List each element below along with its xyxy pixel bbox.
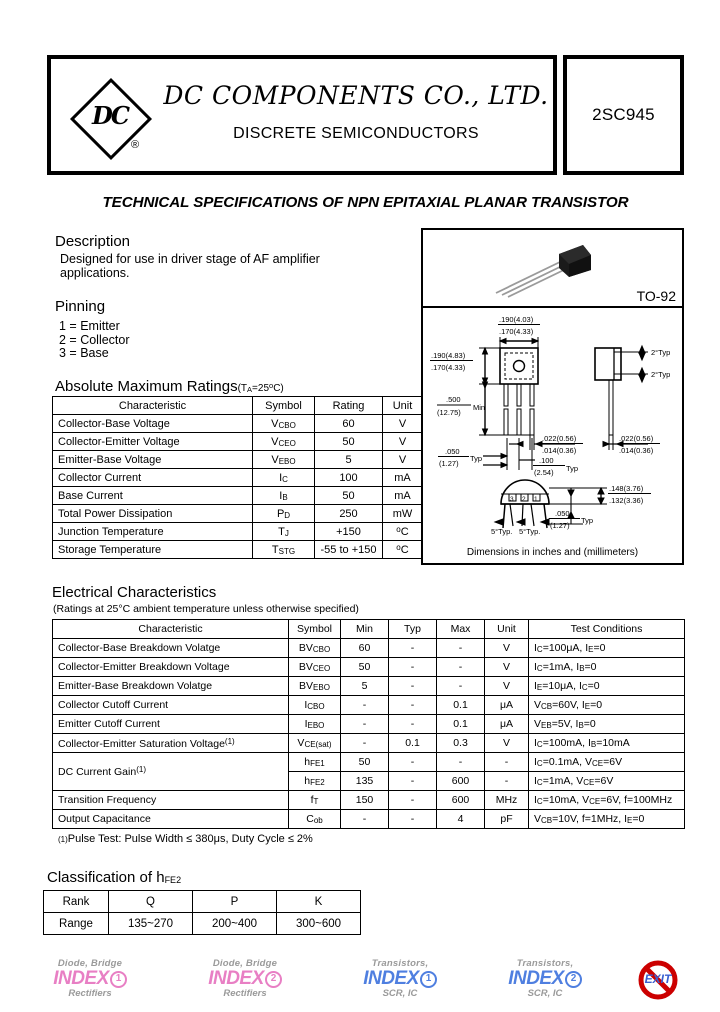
cell-symbol: fT	[289, 791, 341, 810]
cell-min: 50	[341, 753, 389, 772]
dim-pitch-top: .100	[539, 456, 554, 465]
dim-lead-angle-1: 5°Typ.	[491, 527, 513, 536]
cell-characteristic: Junction Temperature	[53, 523, 253, 541]
cell-test-conditions: IC=1mA, VCE=6V	[529, 772, 685, 791]
dim-bottom-offset-note: Typ	[581, 516, 594, 525]
col-characteristic: Characteristic	[53, 397, 253, 415]
col-unit: Unit	[383, 397, 423, 415]
dimensions-caption: Dimensions in inches and (millimeters)	[466, 547, 639, 558]
cell-max: -	[437, 639, 485, 658]
cell-rating: 50	[315, 487, 383, 505]
cell-row-label: Range	[44, 913, 109, 935]
classification-heading-sub: FE2	[164, 875, 182, 885]
pinning-list	[59, 320, 130, 361]
dim-pitch-bot: (2.54)	[534, 468, 554, 477]
cell-characteristic: Total Power Dissipation	[53, 505, 253, 523]
col-test-conditions: Test Conditions	[529, 620, 685, 639]
cell-max: 0.1	[437, 696, 485, 715]
package-drawing-panel	[421, 228, 684, 565]
cell-max: -	[437, 658, 485, 677]
cell-symbol: BVCBO	[289, 639, 341, 658]
hfe2-classification-table	[43, 890, 361, 935]
cell-unit: $^o$C	[383, 523, 423, 541]
pin-label-3: 3	[510, 496, 514, 503]
dim-lead-offset-bot: (1.27)	[439, 459, 459, 468]
dim-body-width-bot: .170(4.33)	[499, 327, 534, 336]
footer-navigation	[30, 958, 690, 1008]
cell-max: 0.1	[437, 715, 485, 734]
cell-unit: μA	[485, 696, 529, 715]
cell-min: -	[341, 734, 389, 753]
cell-unit: V	[485, 734, 529, 753]
pin-label-2: 2	[522, 496, 526, 503]
cell-rating: 50	[315, 433, 383, 451]
footer-icon-1-index: INDEX 1	[30, 969, 150, 988]
cell-typ: -	[389, 791, 437, 810]
pinning-item-2: 2 = Collector	[59, 332, 130, 347]
classification-heading-text: Classification of h	[47, 869, 165, 886]
table-row	[53, 810, 685, 829]
footer-icon-3-index: INDEX 1	[340, 969, 460, 988]
cell-test-conditions: VEB=5V, IB=0	[529, 715, 685, 734]
dim-lead-angle-2: 5°Typ.	[519, 527, 541, 536]
cell-typ: -	[389, 753, 437, 772]
dim-side-lead-width-bot: .014(0.36)	[619, 446, 654, 455]
col-typ: Typ	[389, 620, 437, 639]
pinning-item-3: 3 = Base	[59, 346, 109, 360]
cell-value: P	[193, 891, 277, 913]
cell-unit: -	[485, 772, 529, 791]
cell-characteristic: Emitter Cutoff Current	[53, 715, 289, 734]
cell-characteristic: Collector-Emitter Voltage	[53, 433, 253, 451]
cell-typ: -	[389, 696, 437, 715]
cell-unit: mA	[383, 487, 423, 505]
cell-unit: V	[383, 451, 423, 469]
table-row	[53, 639, 685, 658]
dim-lead-length-note: Min	[473, 403, 486, 412]
cell-unit: V	[383, 433, 423, 451]
table-header-row	[53, 397, 423, 415]
table-row	[53, 753, 685, 772]
cell-symbol: PD	[253, 505, 315, 523]
cell-min: 135	[341, 772, 389, 791]
package-type-label: TO-92	[636, 288, 676, 304]
dc-logo	[73, 81, 147, 155]
table-row	[53, 487, 423, 505]
footer-icon-4-line3: SCR, IC	[527, 988, 563, 999]
pinning-heading: Pinning	[55, 298, 106, 315]
cell-characteristic: Collector-Emitter Saturation Voltage$^{(1)}$	[53, 734, 289, 753]
cell-value: Q	[109, 891, 193, 913]
cell-unit: MHz	[485, 791, 529, 810]
part-number: 2SC945	[592, 105, 655, 124]
dim-lead-width-top: .022(0.56)	[542, 434, 577, 443]
col-characteristic: Characteristic	[53, 620, 289, 639]
dim-lead-width-bot: .014(0.36)	[542, 446, 577, 455]
cell-characteristic: Collector-Base Voltage	[53, 415, 253, 433]
pin-label-1: 1	[534, 496, 538, 503]
dim-thickness-bot: .132(3.36)	[609, 496, 644, 505]
cell-characteristic: DC Current Gain$^{(1)}$	[53, 753, 289, 791]
footer-link-diode-index-1[interactable]	[30, 958, 150, 1004]
cell-unit: V	[383, 415, 423, 433]
footer-icon-4-badge: 2	[565, 971, 582, 988]
table-row	[53, 523, 423, 541]
cell-rating: -55 to +150	[315, 541, 383, 559]
cell-value: 135~270	[109, 913, 193, 935]
dim-bottom-offset-bot: (1.27)	[550, 521, 570, 530]
cell-test-conditions: IC=1mA, IB=0	[529, 658, 685, 677]
company-header-box	[47, 55, 557, 175]
cell-unit: $^o$C	[383, 541, 423, 559]
cell-max: 0.3	[437, 734, 485, 753]
cell-min: 150	[341, 791, 389, 810]
cell-characteristic: Collector Cutoff Current	[53, 696, 289, 715]
pinning-item-1: 1 = Emitter	[59, 319, 120, 333]
table-row	[53, 433, 423, 451]
dim-bottom-offset-top: .050	[555, 509, 570, 518]
cell-typ: -	[389, 639, 437, 658]
cell-typ: -	[389, 772, 437, 791]
company-name: DC COMPONENTS CO., LTD.	[163, 81, 549, 110]
cell-unit: -	[485, 753, 529, 772]
footer-icon-4-line1: Transistors,	[516, 958, 574, 969]
table-row	[53, 415, 423, 433]
dim-pitch-note: Typ	[566, 464, 579, 473]
cell-symbol: VEBO	[253, 451, 315, 469]
registered-trademark-icon: ®	[131, 139, 140, 151]
table-header-row	[53, 620, 685, 639]
col-rating: Rating	[315, 397, 383, 415]
cell-unit: μA	[485, 715, 529, 734]
dim-body-width-top: .190(4.03)	[499, 315, 534, 324]
footer-link-transistor-index-1[interactable]	[340, 958, 460, 1004]
footer-icon-3-badge: 1	[420, 971, 437, 988]
cell-value: K	[277, 891, 361, 913]
description-text: Designed for use in driver stage of AF amplifier applications.	[60, 252, 320, 280]
cell-test-conditions: VCB=10V, f=1MHz, IE=0	[529, 810, 685, 829]
cell-characteristic: Collector-Base Breakdown Volatge	[53, 639, 289, 658]
footer-icon-1-line1: Diode, Bridge	[57, 958, 123, 969]
cell-unit: pF	[485, 810, 529, 829]
col-symbol: Symbol	[253, 397, 315, 415]
cell-characteristic: Output Capacitance	[53, 810, 289, 829]
cell-rating: +150	[315, 523, 383, 541]
cell-rating: 5	[315, 451, 383, 469]
cell-min: -	[341, 715, 389, 734]
footer-icon-4-index: INDEX 2	[485, 969, 605, 988]
table-row	[53, 715, 685, 734]
document-title: TECHNICAL SPECIFICATIONS OF NPN EPITAXIAL PLANAR TRANSISTOR	[102, 194, 629, 211]
cell-typ: -	[389, 677, 437, 696]
dim-angle-top: 2°Typ	[651, 348, 671, 357]
cell-unit: V	[485, 639, 529, 658]
cell-symbol: VCBO	[253, 415, 315, 433]
cell-symbol: ICBO	[289, 696, 341, 715]
dim-lead-offset-note: Typ	[470, 454, 483, 463]
abs-max-heading-text: Absolute Maximum Ratings	[55, 378, 238, 395]
footer-icon-2-line1: Diode, Bridge	[212, 958, 278, 969]
cell-rating: 250	[315, 505, 383, 523]
table-row	[53, 696, 685, 715]
dim-thickness-top: .148(3.76)	[609, 484, 644, 493]
cell-typ: -	[389, 810, 437, 829]
cell-symbol: IEBO	[289, 715, 341, 734]
cell-typ: -	[389, 715, 437, 734]
company-subtitle: DISCRETE SEMICONDUCTORS	[233, 125, 479, 142]
cell-symbol: BVEBO	[289, 677, 341, 696]
footer-link-diode-index-2[interactable]	[185, 958, 305, 1004]
col-unit: Unit	[485, 620, 529, 639]
cell-characteristic: Emitter-Base Voltage	[53, 451, 253, 469]
dim-lead-length-top: .500	[446, 395, 461, 404]
table-row	[53, 734, 685, 753]
cell-max: 600	[437, 772, 485, 791]
cell-row-label: Rank	[44, 891, 109, 913]
table-row	[53, 469, 423, 487]
cell-unit: mA	[383, 469, 423, 487]
cell-min: -	[341, 810, 389, 829]
cell-unit: V	[485, 658, 529, 677]
cell-min: 60	[341, 639, 389, 658]
cell-min: -	[341, 696, 389, 715]
cell-unit: mW	[383, 505, 423, 523]
cell-symbol: VCEO	[253, 433, 315, 451]
description-heading: Description	[55, 233, 131, 250]
abs-max-heading	[55, 378, 284, 395]
cell-characteristic: Transition Frequency	[53, 791, 289, 810]
cell-test-conditions: VCB=60V, IE=0	[529, 696, 685, 715]
pulse-note-superscript: (1)	[58, 835, 68, 844]
cell-unit: V	[485, 677, 529, 696]
footer-icon-2-line3: Rectifiers	[223, 988, 267, 999]
cell-test-conditions: IE=10μA, IC=0	[529, 677, 685, 696]
dim-body-height-bot: .170(4.33)	[431, 363, 466, 372]
cell-test-conditions: IC=10mA, VCE=6V, f=100MHz	[529, 791, 685, 810]
cell-rating: 100	[315, 469, 383, 487]
cell-test-conditions: IC=100μA, IE=0	[529, 639, 685, 658]
pulse-note-text: Pulse Test: Pulse Width ≤ 380μs, Duty Cycle ≤ 2%	[67, 833, 313, 845]
cell-min: 5	[341, 677, 389, 696]
table-row	[53, 677, 685, 696]
cell-test-conditions: IC=0.1mA, VCE=6V	[529, 753, 685, 772]
cell-value: 200~400	[193, 913, 277, 935]
package-dimension-drawing	[423, 308, 682, 563]
table-row	[44, 891, 361, 913]
cell-max: 4	[437, 810, 485, 829]
col-min: Min	[341, 620, 389, 639]
cell-symbol: VCE(sat)	[289, 734, 341, 753]
footer-icon-2-index: INDEX 2	[185, 969, 305, 988]
col-symbol: Symbol	[289, 620, 341, 639]
table-row	[53, 791, 685, 810]
cell-symbol: hFE1	[289, 753, 341, 772]
footer-icon-2-badge: 2	[265, 971, 282, 988]
table-row	[44, 913, 361, 935]
cell-symbol: TSTG	[253, 541, 315, 559]
cell-min: 50	[341, 658, 389, 677]
cell-symbol: BVCEO	[289, 658, 341, 677]
cell-characteristic: Storage Temperature	[53, 541, 253, 559]
cell-value: 300~600	[277, 913, 361, 935]
part-number-box	[563, 55, 684, 175]
dim-lead-length-bot: (12.75)	[437, 408, 461, 417]
cell-rating: 60	[315, 415, 383, 433]
col-max: Max	[437, 620, 485, 639]
dim-side-lead-width-top: .022(0.56)	[619, 434, 654, 443]
cell-max: -	[437, 753, 485, 772]
abs-max-heading-condition: $(TA=25^oC)$	[237, 381, 284, 394]
table-row	[53, 505, 423, 523]
footer-icon-1-badge: 1	[110, 971, 127, 988]
pulse-test-note	[58, 833, 313, 845]
dim-lead-offset-top: .050	[445, 447, 460, 456]
classification-heading	[47, 869, 181, 886]
cell-test-conditions: IC=100mA, IB=10mA	[529, 734, 685, 753]
cell-max: -	[437, 677, 485, 696]
exit-label: EXIT	[644, 972, 672, 986]
logo-dc-text: DC	[92, 101, 128, 130]
absolute-maximum-ratings-table	[52, 396, 423, 559]
page-header	[47, 55, 684, 175]
cell-characteristic: Collector Current	[53, 469, 253, 487]
cell-characteristic: Emitter-Base Breakdown Volatge	[53, 677, 289, 696]
dim-body-height-top: .190(4.83)	[431, 351, 466, 360]
cell-typ: 0.1	[389, 734, 437, 753]
cell-max: 600	[437, 791, 485, 810]
cell-characteristic: Collector-Emitter Breakdown Voltage	[53, 658, 289, 677]
table-row	[53, 658, 685, 677]
footer-link-transistor-index-2[interactable]	[485, 958, 605, 1004]
cell-symbol: IC	[253, 469, 315, 487]
electrical-characteristics-subnote: (Ratings at 25°C ambient temperature unless otherwise specified)	[53, 603, 359, 615]
table-row	[53, 451, 423, 469]
footer-icon-3-line3: SCR, IC	[382, 988, 418, 999]
exit-button[interactable]	[630, 958, 686, 1004]
cell-symbol: hFE2	[289, 772, 341, 791]
cell-typ: -	[389, 658, 437, 677]
cell-characteristic: Base Current	[53, 487, 253, 505]
table-row	[53, 541, 423, 559]
electrical-characteristics-heading: Electrical Characteristics	[52, 584, 217, 601]
cell-symbol: IB	[253, 487, 315, 505]
electrical-characteristics-table	[52, 619, 685, 829]
dim-angle-bot: 2°Typ	[651, 370, 671, 379]
footer-icon-3-line1: Transistors,	[371, 958, 429, 969]
cell-symbol: Cob	[289, 810, 341, 829]
cell-symbol: TJ	[253, 523, 315, 541]
footer-icon-1-line3: Rectifiers	[68, 988, 112, 999]
package-photo-box	[423, 230, 682, 308]
